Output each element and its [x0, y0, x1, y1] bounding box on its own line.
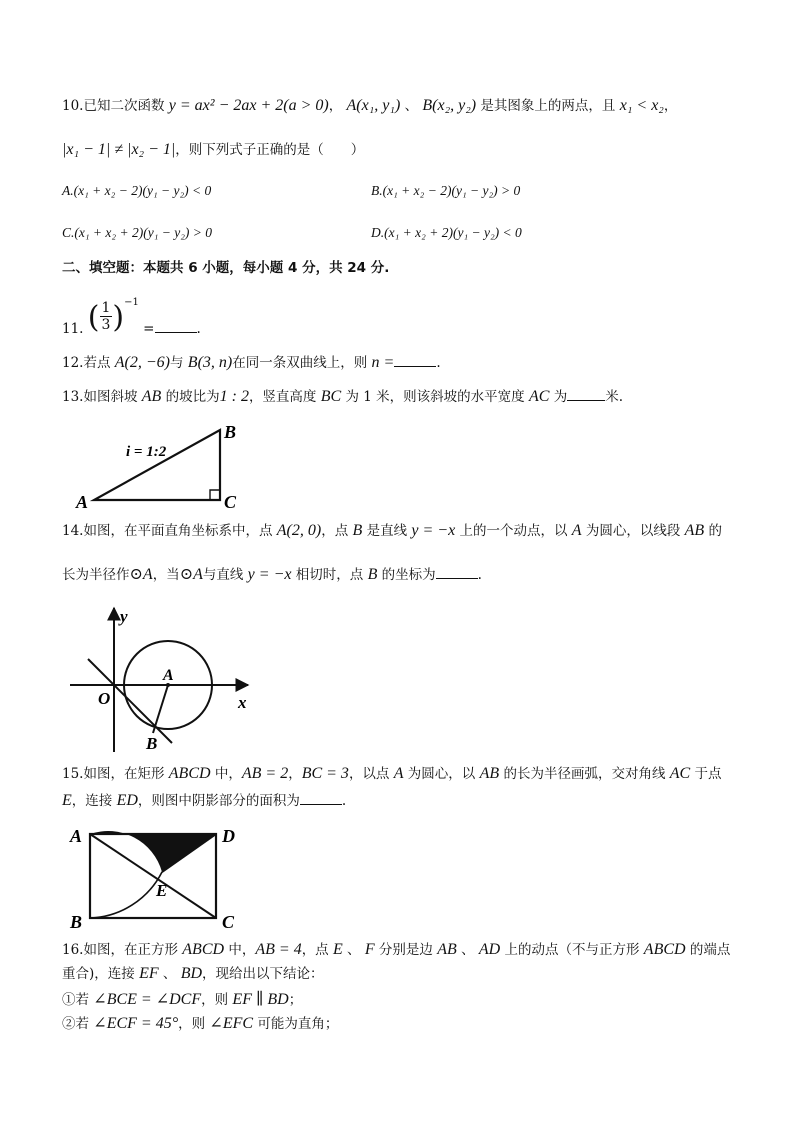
q13-text: 为 1 米，则该斜坡的水平宽度 [341, 389, 529, 405]
q13-slope-figure [70, 416, 260, 512]
q12-text: 12.若点 [62, 355, 115, 371]
q15-arc [90, 872, 162, 918]
q16-text: 、 [342, 942, 365, 958]
q14-label-a: A [163, 667, 174, 684]
q14-text: ，当 [152, 567, 180, 583]
q16-ab-side: AB [437, 941, 457, 958]
q13-text: 13.如图斜坡 [62, 389, 142, 405]
q10-text: ， [663, 98, 678, 114]
q14-a: A [571, 522, 582, 539]
q16-text: ①若 [62, 992, 94, 1008]
q12-period: . [436, 355, 441, 371]
q11-answer-blank[interactable] [155, 318, 197, 333]
q16-text: ； [288, 992, 303, 1008]
q10-text: 是其图象上的两点，且 [476, 98, 620, 114]
q15-text: ，连接 [71, 793, 117, 809]
q16-text: ，则 [178, 1016, 210, 1032]
q11-denominator: 3 [101, 317, 111, 333]
q13-text: 米. [605, 389, 623, 405]
q11-period: . [196, 320, 201, 337]
q16-text: 分别是边 [374, 942, 438, 958]
q15-text: ，以点 [348, 766, 394, 782]
q10-line2 [62, 140, 364, 160]
q14-text: 是直线 [362, 523, 412, 539]
q15-ac: AC [669, 765, 691, 782]
q10-line1 [62, 96, 677, 116]
q15-line2 [62, 790, 346, 811]
q16-text: 上的动点（不与正方形 [500, 942, 644, 958]
q14-ab: AB [684, 522, 705, 539]
q15-label-c: C [222, 912, 235, 932]
q13-label-b: B [224, 422, 237, 442]
q15-rectangle-figure [66, 822, 252, 932]
q13-right-angle-mark [210, 490, 220, 500]
q16-angle-eq: ∠BCE = ∠DCF [93, 991, 202, 1008]
q16-bd: BD [180, 965, 203, 982]
q15-a: A [393, 765, 404, 782]
q15-abcd: ABCD [168, 765, 211, 782]
q13-answer-blank[interactable] [567, 386, 605, 401]
q14-point-a: A(2, 0) [276, 522, 322, 539]
q15-ab-len: AB [479, 765, 500, 782]
q10-point-a: A(x₁, y₁) [346, 97, 401, 114]
q16-text: 可能为直角； [253, 1016, 339, 1032]
q16-line2 [62, 964, 324, 984]
q13-label-c: C [224, 492, 237, 512]
q16-abcd: ABCD [643, 941, 686, 958]
q11-number: 11. [62, 320, 84, 337]
q10-condition: |x₁ − 1| ≠ |x₂ − 1| [62, 141, 176, 158]
q14-text: 的坐标为 [377, 567, 436, 583]
q16-ef: EF [139, 965, 159, 982]
q16-text: 的端点 [685, 942, 731, 958]
q10-option-c[interactable]: C.(x₁ + x₂ + 2)(y₁ − y₂) > 0 [62, 225, 213, 240]
q15-shaded-region [90, 831, 216, 872]
q16-conclusion-2 [62, 1014, 338, 1034]
q15-period: . [341, 793, 347, 809]
q15-text: ，则图中阴影部分的面积为 [137, 793, 300, 809]
q13-slope-label: i = 1:2 [126, 444, 167, 460]
q15-text: 于点 [690, 766, 722, 782]
q10-text: 10.已知二次函数 [62, 98, 169, 114]
q15-text: 15.如图，在矩形 [62, 766, 169, 782]
q14-text: 相切时，点 [291, 567, 368, 583]
q16-text: ，现给出以下结论： [202, 966, 324, 982]
q14-circle-a: ⊙A [179, 566, 203, 583]
q15-text: ， [288, 766, 302, 782]
q13-ratio: 1 : 2 [219, 388, 249, 405]
q10-text: 、 [400, 98, 423, 114]
q16-text: ②若 [62, 1016, 94, 1032]
q14-line-eq: y = −x [411, 522, 456, 539]
q12-variable: n = [371, 354, 395, 371]
q16-angle-efc: ∠EFC [209, 1015, 254, 1032]
q15-bc: BC = 3 [301, 765, 349, 782]
q10-option-b[interactable]: B.(x₁ + x₂ − 2)(y₁ − y₂) > 0 [371, 183, 521, 198]
q14-circle-a: ⊙A [129, 566, 153, 583]
q10-option-a[interactable]: A.(x₁ + x₂ − 2)(y₁ − y₂) < 0 [62, 183, 212, 198]
q16-text: 、 [158, 966, 181, 982]
q11 [62, 297, 201, 340]
q15-label-b: B [70, 912, 83, 932]
q13-bc: BC [320, 388, 342, 405]
q15-text: 中， [210, 766, 242, 782]
q11-numerator: 1 [101, 300, 111, 316]
q15-answer-blank[interactable] [300, 790, 342, 805]
q13-text: ，竖直高度 [248, 389, 321, 405]
q16-ab: AB = 4 [255, 941, 302, 958]
q11-equals: = [138, 320, 155, 337]
q14-period: . [477, 567, 482, 583]
q13-ac: AC [528, 388, 550, 405]
q14-text: 14.如图，在平面直角坐标系中，点 [62, 523, 277, 539]
section-heading: 二、填空题：本题共 6 小题，每小题 4 分，共 24 分. [62, 260, 390, 276]
q12-answer-blank[interactable] [394, 352, 436, 367]
q12-text: 在同一条双曲线上，则 [232, 355, 372, 371]
q16-text: 16.如图，在正方形 [62, 942, 183, 958]
q13-text: 的坡比为 [161, 389, 220, 405]
q16-text: ，点 [301, 942, 333, 958]
q15-text: 的长为半径画弧，交对角线 [499, 766, 670, 782]
q10-text: ， [328, 98, 347, 114]
q13 [62, 386, 623, 407]
q12-point-b: B(3, n) [187, 354, 233, 371]
q14-text: 长为半径作 [62, 567, 130, 583]
q14-label-y: y [120, 607, 128, 626]
q13-triangle [94, 430, 220, 500]
q16-f: F [364, 941, 375, 958]
q14-line2 [62, 564, 482, 585]
q14-text: ，点 [321, 523, 353, 539]
q12-text: 与 [170, 355, 188, 371]
q16-text: ，则 [201, 992, 233, 1008]
q14-label-x: x [238, 693, 247, 712]
q13-text: 为 [549, 389, 568, 405]
q10-option-d[interactable]: D.(x₁ + x₂ + 2)(y₁ − y₂) < 0 [371, 225, 522, 240]
q14-line1 [62, 521, 722, 541]
q16-e: E [332, 941, 343, 958]
q14-answer-blank[interactable] [436, 564, 478, 579]
q14-b: B [352, 522, 363, 539]
q13-label-a: A [76, 492, 89, 512]
q14-text: 上的一个动点，以 [455, 523, 572, 539]
q14-label-b: B [146, 734, 158, 753]
q12 [62, 352, 441, 373]
q14-text: 与直线 [202, 567, 248, 583]
q15-label-d: D [222, 826, 235, 846]
q14-text: 的 [704, 523, 722, 539]
q16-parallel: EF ∥ BD [232, 991, 289, 1008]
q16-line1 [62, 940, 730, 960]
q10-point-b: B(x₂, y₂) [422, 97, 477, 114]
q16-conclusion-1 [62, 990, 302, 1010]
q16-text: 中， [224, 942, 256, 958]
q15-line1 [62, 764, 722, 784]
q10-text: ，则下列式子正确的是（ ） [175, 142, 365, 158]
q15-e: E [62, 792, 72, 809]
q11-fraction: ( $\frac{1}{3}$ ) [87, 299, 125, 335]
q10-function: y = ax² − 2ax + 2(a > 0) [168, 97, 329, 114]
q11-exponent: −1 [124, 297, 139, 308]
q13-ab: AB [141, 388, 162, 405]
q14-coordinate-figure [64, 600, 260, 756]
q16-ad: AD [478, 941, 501, 958]
q14-text: 为圆心，以线段 [581, 523, 685, 539]
q15-text: 为圆心，以 [403, 766, 480, 782]
q16-angle-45: ∠ECF = 45° [93, 1015, 179, 1032]
q15-ed: ED [116, 792, 138, 809]
q16-text: 、 [456, 942, 479, 958]
q10-inequality: x₁ < x₂ [619, 97, 664, 114]
q15-label-a: A [70, 826, 83, 846]
q14-label-o: O [98, 689, 111, 708]
q14-line-eq: y = −x [247, 566, 292, 583]
q12-point-a: A(2, −6) [114, 354, 170, 371]
q14-segment-ab [153, 685, 168, 733]
q16-abcd: ABCD [182, 941, 225, 958]
q16-text: 重合)，连接 [62, 966, 140, 982]
q15-label-e: E [156, 881, 168, 900]
q15-ab: AB = 2 [241, 765, 289, 782]
q14-b: B [367, 566, 378, 583]
